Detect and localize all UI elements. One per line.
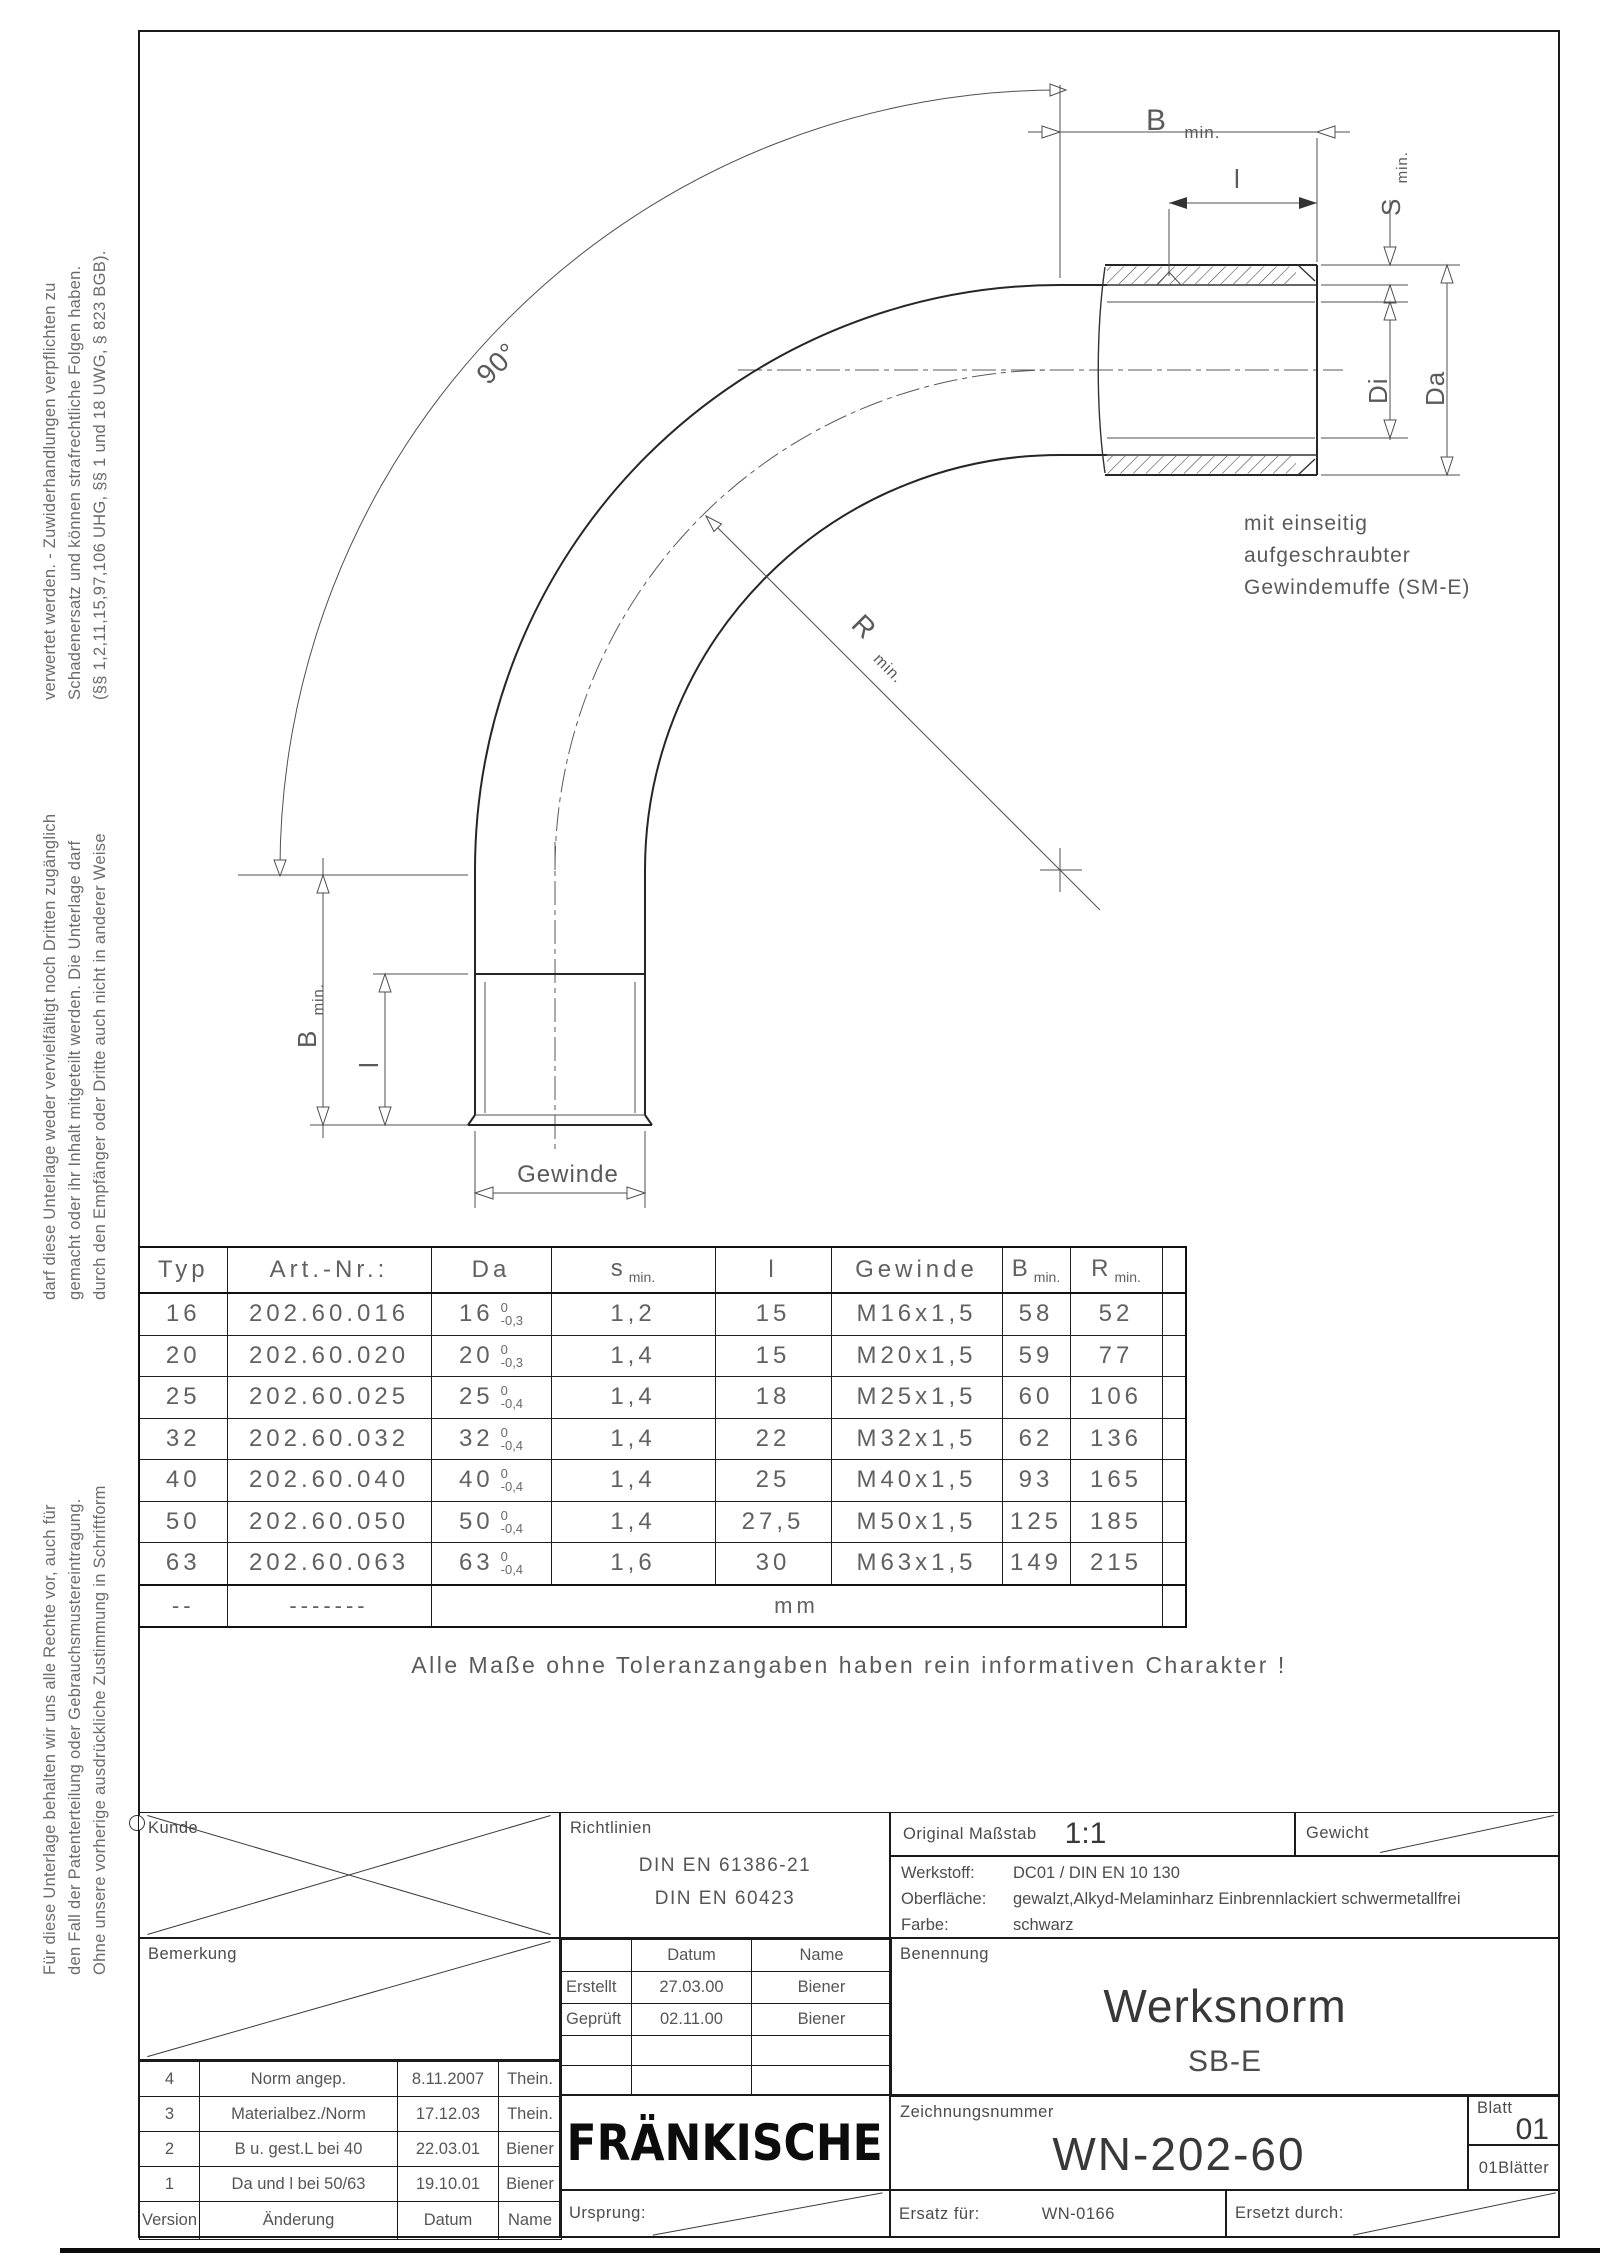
- disclaimer-line: den Fall der Patenterteilung oder Gebrauchsmustereintragung.: [66, 1498, 84, 1975]
- cell-strip: [1162, 1335, 1186, 1377]
- cell-typ: 63: [139, 1543, 227, 1585]
- radius-dimension: [706, 516, 1100, 910]
- kunde-cell: [138, 1812, 560, 1938]
- cell-typ: 20: [139, 1335, 227, 1377]
- cell-l: 15: [715, 1293, 831, 1335]
- disclaimer-line: darf diese Unterlage weder vervielfältigt noch Dritten zugänglich: [41, 813, 59, 1300]
- cell-da: 40 0 -0,4: [431, 1460, 551, 1502]
- cell-r: 136: [1070, 1418, 1162, 1460]
- gewicht-cell: [1295, 1812, 1560, 1856]
- cell-art: 202.60.032: [227, 1418, 431, 1460]
- approval-name: Biener: [752, 1972, 892, 2004]
- sheet-edge: [60, 2248, 1600, 2253]
- approval-empty-row: [562, 2036, 892, 2066]
- socket-note-line: mit einseitig: [1244, 512, 1368, 535]
- cell-da: 50 0 -0,4: [431, 1501, 551, 1543]
- cell-da: 32 0 -0,4: [431, 1418, 551, 1460]
- cell-r: 52: [1070, 1293, 1162, 1335]
- version-datum: 17.12.03: [398, 2097, 499, 2132]
- massstab-value: 1:1: [1064, 1817, 1107, 1850]
- approval-name: Biener: [752, 2004, 892, 2036]
- disclaimer-line: verwertet werden. - Zuwiderhandlungen verpflichten zu: [41, 282, 59, 700]
- ersetzt-label: Ersetzt durch:: [1235, 2204, 1344, 2222]
- approval-role: Erstellt: [562, 1972, 632, 2004]
- cell-s: 1,4: [551, 1335, 715, 1377]
- blatt-value: 01: [1515, 2113, 1549, 2146]
- approval-datum: 02.11.00: [632, 2004, 752, 2036]
- da-label: Da: [1420, 370, 1450, 406]
- spec-row: [139, 1377, 1186, 1419]
- version-row: [140, 2132, 562, 2167]
- cell-r: 165: [1070, 1460, 1162, 1502]
- disclaimer-line: durch den Empfänger oder Dritte auch nicht in anderer Weise: [91, 833, 109, 1300]
- cell-s: 1,6: [551, 1543, 715, 1585]
- cell-strip: [1162, 1585, 1186, 1627]
- version-footer: Änderung: [200, 2202, 398, 2240]
- cell-strip: [1162, 1293, 1186, 1335]
- cell-gewinde: M32x1,5: [831, 1418, 1002, 1460]
- di-label: Di: [1363, 377, 1393, 404]
- version-footer-row: [140, 2202, 562, 2240]
- approval-name-header: Name: [752, 1940, 892, 1972]
- cell-b: 62: [1002, 1418, 1070, 1460]
- col-r: R $_{min.}$: [1070, 1247, 1162, 1293]
- cell-unit: mm: [431, 1585, 1162, 1627]
- spec-row: [139, 1418, 1186, 1460]
- cell-l: 15: [715, 1335, 831, 1377]
- version-nr: 3: [140, 2097, 200, 2132]
- version-text: Materialbez./Norm: [200, 2097, 398, 2132]
- approval-header-row: [562, 1940, 892, 1972]
- werkstoff-cell: [890, 1856, 1560, 1938]
- cell-typ: 40: [139, 1460, 227, 1502]
- richtlinien-label: Richtlinien: [570, 1819, 652, 1837]
- svg-text:B min.: [292, 983, 327, 1048]
- diagonal-line: [1296, 1813, 1559, 1855]
- diagonal-line: [561, 2191, 889, 2237]
- cell-l: 30: [715, 1543, 831, 1585]
- massstab-label: Original Maßstab: [903, 1824, 1037, 1843]
- cell-gewinde: M40x1,5: [831, 1460, 1002, 1502]
- margin-disclaimer-top: [38, 210, 113, 700]
- diagonal-line: [1227, 2191, 1559, 2237]
- tolerance-note: Alle Maße ohne Toleranzangaben haben rein informativen Charakter !: [411, 1652, 1287, 1678]
- b-left-label: B: [292, 1029, 322, 1048]
- cell-strip: [1162, 1418, 1186, 1460]
- cell-da: 16 0 -0,3: [431, 1293, 551, 1335]
- table-header-row: [139, 1247, 1186, 1293]
- margin-disclaimer-bottom: [38, 1485, 113, 1975]
- cell-s: 1,4: [551, 1460, 715, 1502]
- cell-art: 202.60.063: [227, 1543, 431, 1585]
- version-text: Norm angep.: [200, 2062, 398, 2097]
- benennung-sub: SB-E: [1187, 2045, 1263, 2078]
- title-block: [138, 1812, 1560, 2238]
- disclaimer-line: (§§ 1,2,11,15,97,106 UHG, §§ 1 und 18 UWG, § 823 BGB).: [91, 250, 109, 700]
- werkstoff-label: Werkstoff:: [901, 1864, 975, 1882]
- version-nr: 1: [140, 2167, 200, 2202]
- approval-blank: [562, 1940, 632, 1972]
- approval-datum: 27.03.00: [632, 1972, 752, 2004]
- b-top-sub: min.: [1184, 123, 1221, 142]
- pipe-outline: [468, 285, 1107, 1125]
- gewinde-label: Gewinde: [517, 1161, 619, 1188]
- approval-empty-row: [562, 2066, 892, 2095]
- svg-text:S min.: [1376, 151, 1411, 216]
- version-nr: 2: [140, 2132, 200, 2167]
- version-nr: 4: [140, 2062, 200, 2097]
- cell-s: 1,4: [551, 1418, 715, 1460]
- socket-note: [1244, 512, 1470, 599]
- s-label: S: [1376, 197, 1406, 216]
- cell-s: 1,4: [551, 1377, 715, 1419]
- ersetzt-cell: [1226, 2190, 1560, 2238]
- cell-art: 202.60.016: [227, 1293, 431, 1335]
- svg-text:R min.: [842, 608, 921, 687]
- ursprung-label: Ursprung:: [569, 2204, 646, 2222]
- version-row: [140, 2167, 562, 2202]
- version-name: Biener: [499, 2167, 562, 2202]
- l-top-label: l: [1234, 164, 1241, 194]
- radius-label: R: [845, 608, 883, 646]
- cell-gewinde: M16x1,5: [831, 1293, 1002, 1335]
- ersatz-value: WN-0166: [1041, 2204, 1115, 2223]
- margin-disclaimer-middle: [38, 813, 113, 1300]
- version-datum: 22.03.01: [398, 2132, 499, 2167]
- version-table: [139, 2061, 562, 2240]
- farbe-value: schwarz: [1013, 1916, 1074, 1934]
- farbe-label: Farbe:: [901, 1916, 949, 1934]
- cell-b: 59: [1002, 1335, 1070, 1377]
- dimension-table: [138, 1246, 1187, 1628]
- col-b: B $_{min.}$: [1002, 1247, 1070, 1293]
- benennung-cell: [890, 1938, 1560, 2095]
- l-left-dimension: [354, 974, 468, 1125]
- cell-b: 60: [1002, 1377, 1070, 1419]
- richtlinie-din: DIN EN 60423: [654, 1888, 796, 1909]
- cell-l: 22: [715, 1418, 831, 1460]
- version-name: Biener: [499, 2132, 562, 2167]
- cell-r: 215: [1070, 1543, 1162, 1585]
- ursprung-cell: [560, 2190, 890, 2238]
- cell-strip: [1162, 1543, 1186, 1585]
- table-unit-row: [139, 1585, 1186, 1627]
- spec-row: [139, 1501, 1186, 1543]
- zeichnungsnummer-value: WN-202-60: [1052, 2128, 1306, 2180]
- spec-row: [139, 1335, 1186, 1377]
- version-footer: Name: [499, 2202, 562, 2240]
- col-art: Art.-Nr.:: [227, 1247, 431, 1293]
- cell-l: 18: [715, 1377, 831, 1419]
- cell-b: 93: [1002, 1460, 1070, 1502]
- approval-cell: [560, 1938, 890, 2095]
- l-left-label: l: [354, 1061, 384, 1068]
- cell-r: 77: [1070, 1335, 1162, 1377]
- spec-row: [139, 1543, 1186, 1585]
- b-left-dimension: [292, 858, 468, 1138]
- disclaimer-line: Für diese Unterlage behalten wir uns alle Rechte vor, auch für: [41, 1504, 59, 1975]
- angle-label: 90°: [470, 336, 525, 391]
- cell-strip: [1162, 1460, 1186, 1502]
- kunde-label: Kunde: [148, 1819, 199, 1837]
- cell-art: -------: [227, 1585, 431, 1627]
- col-typ: Typ: [139, 1247, 227, 1293]
- col-gewinde: Gewinde: [831, 1247, 1002, 1293]
- col-strip: [1162, 1247, 1186, 1293]
- cell-typ: 32: [139, 1418, 227, 1460]
- version-datum: 8.11.2007: [398, 2062, 499, 2097]
- zeichnungsnummer-label: Zeichnungsnummer: [900, 2103, 1054, 2121]
- version-footer: Version: [140, 2202, 200, 2240]
- version-name: Thein.: [499, 2097, 562, 2132]
- ersatz-cell: [890, 2190, 1226, 2238]
- approval-role: Geprüft: [562, 2004, 632, 2036]
- bemerkung-cell: [138, 1938, 560, 2060]
- cell-gewinde: M50x1,5: [831, 1501, 1002, 1543]
- blatt-cell: [1468, 2095, 1560, 2145]
- bemerkung-label: Bemerkung: [148, 1945, 237, 1963]
- s-sub: min.: [1394, 151, 1411, 184]
- centerlines: [555, 370, 1343, 1150]
- socket-note-line: Gewindemuffe (SM-E): [1244, 576, 1471, 599]
- col-da: Da: [431, 1247, 551, 1293]
- fraenkische-logo: FRÄNKISCHE: [566, 2113, 884, 2172]
- angle-dimension: [238, 84, 1066, 876]
- cell-da: 63 0 -0,4: [431, 1543, 551, 1585]
- cell-r: 106: [1070, 1377, 1162, 1419]
- zeichnungsnummer-cell: [890, 2095, 1468, 2190]
- diagonal-line: [139, 1939, 559, 2059]
- cell-typ: --: [139, 1585, 227, 1627]
- massstab-cell: [890, 1812, 1295, 1856]
- approval-row: [562, 2004, 892, 2036]
- cell-gewinde: M25x1,5: [831, 1377, 1002, 1419]
- version-name: Thein.: [499, 2062, 562, 2097]
- cell-strip: [1162, 1501, 1186, 1543]
- oberflaeche-label: Oberfläche:: [901, 1890, 987, 1908]
- diagonal-lines: [139, 1813, 559, 1937]
- version-table-cell: [138, 2060, 560, 2238]
- oberflaeche-value: gewalzt,Alkyd-Melaminharz Einbrennlackiert schwermetallfrei: [1013, 1890, 1461, 1908]
- b-left-sub: min.: [310, 983, 327, 1016]
- cell-gewinde: M20x1,5: [831, 1335, 1002, 1377]
- ersatz-label: Ersatz für:: [899, 2204, 980, 2223]
- version-footer: Datum: [398, 2202, 499, 2240]
- benennung-title: Werksnorm: [1103, 1980, 1347, 2032]
- blatt-label: Blatt: [1477, 2099, 1513, 2117]
- approval-table: [561, 1939, 892, 2095]
- cell-da: 25 0 -0,4: [431, 1377, 551, 1419]
- spec-row: [139, 1460, 1186, 1502]
- cell-r: 185: [1070, 1501, 1162, 1543]
- cell-typ: 16: [139, 1293, 227, 1335]
- cell-art: 202.60.020: [227, 1335, 431, 1377]
- cell-art: 202.60.040: [227, 1460, 431, 1502]
- b-top-dimension: [1028, 104, 1350, 262]
- version-text: Da und l bei 50/63: [200, 2167, 398, 2202]
- col-s: s $_{min.}$: [551, 1247, 715, 1293]
- version-text: B u. gest.L bei 40: [200, 2132, 398, 2167]
- version-datum: 19.10.01: [398, 2167, 499, 2202]
- blaetter-cell: [1468, 2145, 1560, 2190]
- richtlinie-din: DIN EN 61386-21: [638, 1855, 812, 1876]
- richtlinien-cell: [560, 1812, 890, 1938]
- benennung-label: Benennung: [900, 1945, 989, 1963]
- socket-note-line: aufgeschraubter: [1244, 544, 1411, 567]
- disclaimer-line: gemacht oder ihr Inhalt mitgeteilt werden. Die Unterlage darf: [66, 840, 84, 1300]
- cell-art: 202.60.025: [227, 1377, 431, 1419]
- cell-da: 20 0 -0,3: [431, 1335, 551, 1377]
- cell-s: 1,4: [551, 1501, 715, 1543]
- disclaimer-line: Schadenersatz und können strafrechtliche Folgen haben.: [66, 265, 84, 700]
- cell-typ: 25: [139, 1377, 227, 1419]
- cell-art: 202.60.050: [227, 1501, 431, 1543]
- cell-b: 58: [1002, 1293, 1070, 1335]
- version-row: [140, 2097, 562, 2132]
- cell-s: 1,2: [551, 1293, 715, 1335]
- approval-datum-header: Datum: [632, 1940, 752, 1972]
- svg-text:B min.: [1146, 104, 1220, 142]
- cell-l: 27,5: [715, 1501, 831, 1543]
- disclaimer-line: Ohne unsere vorherige ausdrückliche Zustimmung in Schriftform: [91, 1485, 109, 1975]
- col-l: l: [715, 1247, 831, 1293]
- gewinde-dimension: [475, 1131, 645, 1208]
- logo-cell: [560, 2095, 890, 2190]
- gewicht-label: Gewicht: [1306, 1824, 1370, 1842]
- version-row: [140, 2062, 562, 2097]
- b-top-label: B: [1146, 104, 1168, 137]
- cell-gewinde: M63x1,5: [831, 1543, 1002, 1585]
- cell-b: 149: [1002, 1543, 1070, 1585]
- cell-b: 125: [1002, 1501, 1070, 1543]
- werkstoff-value: DC01 / DIN EN 10 130: [1013, 1864, 1180, 1882]
- radius-sub: min.: [869, 650, 907, 687]
- approval-row: [562, 1972, 892, 2004]
- blaetter-value: 01Blätter: [1478, 2159, 1550, 2177]
- bend-drawing: [138, 30, 1560, 1246]
- cell-strip: [1162, 1377, 1186, 1419]
- cell-typ: 50: [139, 1501, 227, 1543]
- spec-row: [139, 1293, 1186, 1335]
- cell-l: 25: [715, 1460, 831, 1502]
